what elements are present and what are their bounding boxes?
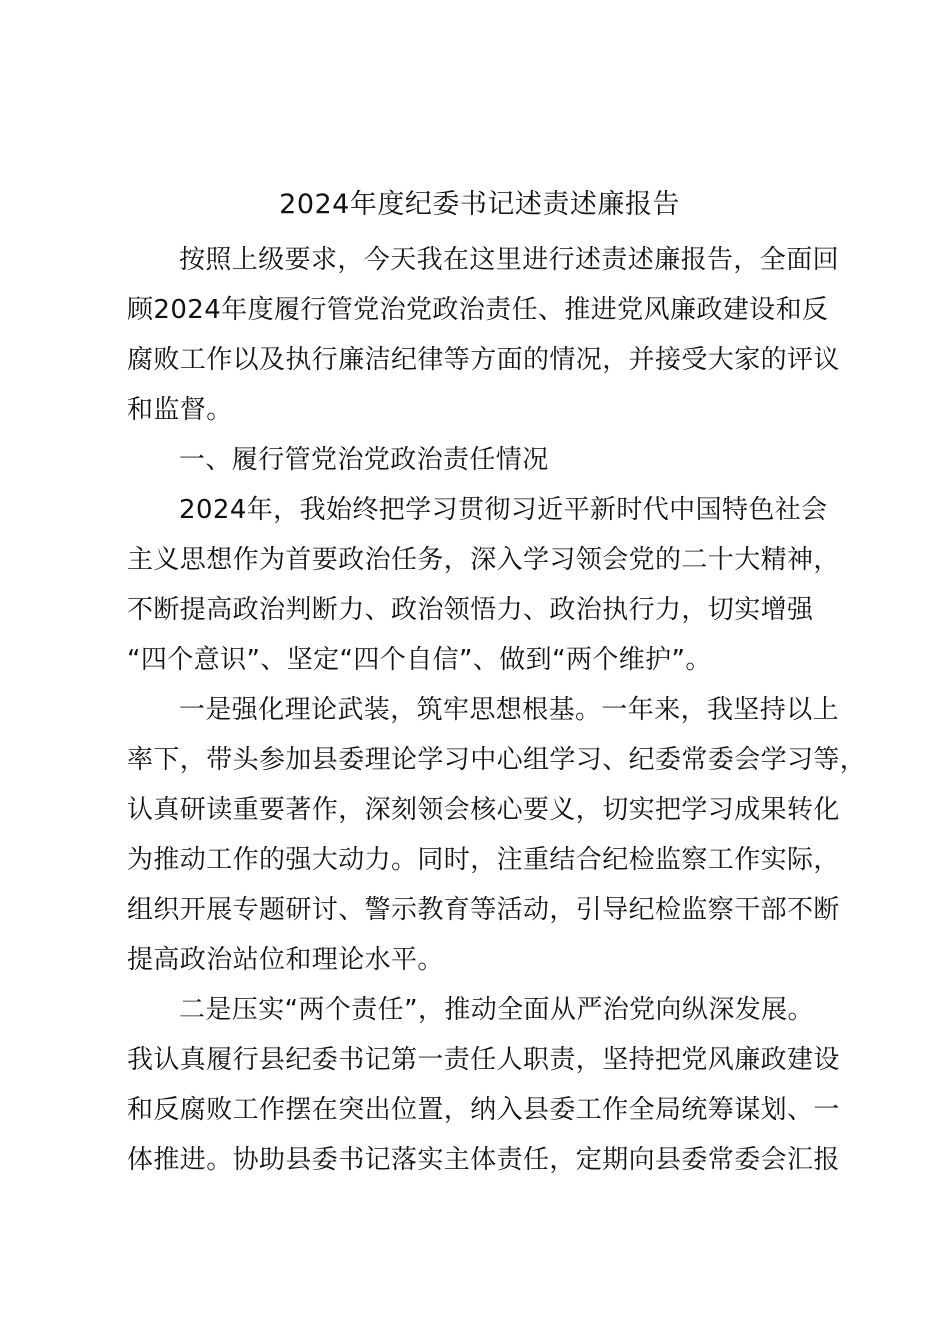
paragraph-line: 一是强化理论武装，筑牢思想根基。一年来，我坚持以上 — [179, 695, 840, 725]
paragraph-line: 和监督。 — [127, 395, 233, 425]
paragraph-line: 顾2024年度履行管党治党政治责任、推进党风廉政建设和反 — [127, 295, 829, 325]
document-body — [127, 183, 867, 1185]
paragraph-line: 我认真履行县纪委书记第一责任人职责，坚持把党风廉政建设 — [127, 1045, 840, 1075]
paragraph-line: 按照上级要求，今天我在这里进行述责述廉报告，全面回 — [179, 245, 840, 275]
paragraph-line: 提高政治站位和理论水平。 — [127, 945, 444, 975]
paragraph-line: 二是压实“两个责任”，推动全面从严治党向纵深发展。 — [179, 995, 814, 1025]
intro-paragraph — [127, 235, 840, 435]
paragraph-line: 体推进。协助县委书记落实主体责任，定期向县委常委会汇报 — [127, 1145, 840, 1175]
body-paragraph — [127, 985, 840, 1185]
paragraph-line: 认真研读重要著作，深刻领会核心要义，切实把学习成果转化 — [127, 795, 840, 825]
paragraph-line: 组织开展专题研讨、警示教育等活动，引导纪检监察干部不断 — [127, 895, 840, 925]
paragraph-line: 为推动工作的强大动力。同时，注重结合纪检监察工作实际， — [127, 845, 840, 875]
paragraph-line: 和反腐败工作摆在突出位置，纳入县委工作全局统筹谋划、一 — [127, 1095, 840, 1125]
document-title: 2024年度纪委书记述责述廉报告 — [279, 189, 680, 220]
paragraph-line: 2024年，我始终把学习贯彻习近平新时代中国特色社会 — [179, 495, 828, 525]
paragraph-line: 腐败工作以及执行廉洁纪律等方面的情况，并接受大家的评议 — [127, 345, 840, 375]
body-paragraph — [127, 685, 867, 985]
paragraph-line: “四个意识”、坚定“四个自信”、做到“两个维护”。 — [127, 645, 712, 675]
paragraph-line: 主义思想作为首要政治任务，深入学习领会党的二十大精神， — [127, 545, 840, 575]
section-heading-text: 一、履行管党治党政治责任情况 — [179, 445, 549, 475]
section-heading — [127, 435, 832, 485]
paragraph-line: 不断提高政治判断力、政治领悟力、政治执行力，切实增强 — [127, 595, 814, 625]
body-paragraph — [127, 485, 840, 685]
paragraph-line: 率下，带头参加县委理论学习中心组学习、纪委常委会学习等， — [127, 745, 867, 775]
